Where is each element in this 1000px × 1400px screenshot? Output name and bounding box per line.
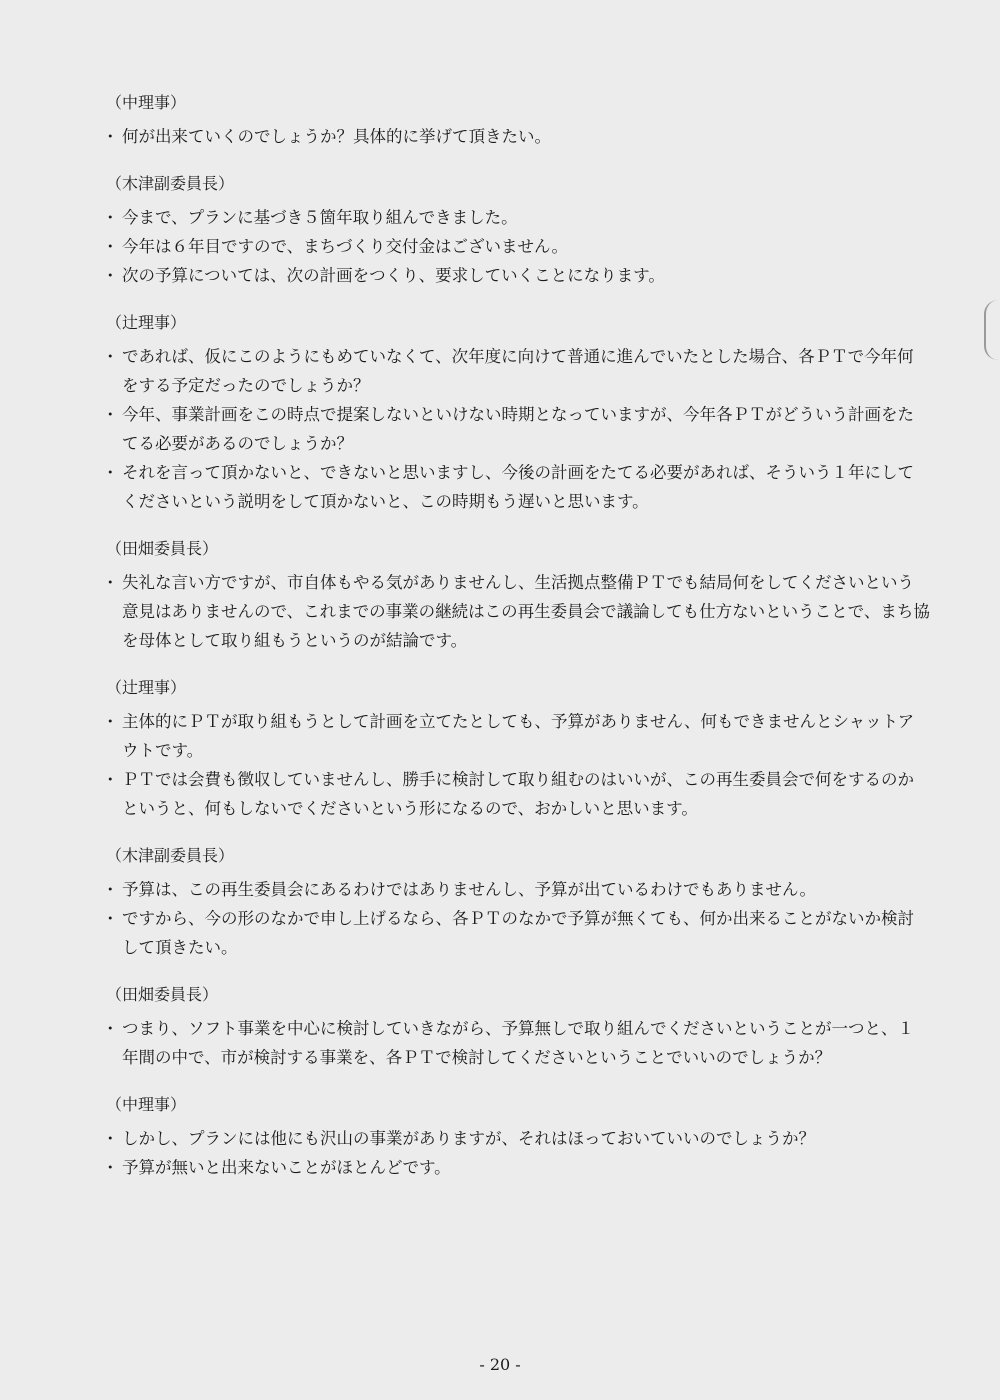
statement-text: であれば、仮にこのようにもめていなくて、次年度に向けて普通に進んでいたとした場合、各ＰＴで今年何をする予定だったのでしょうか？ [122, 347, 914, 395]
speaker-section [100, 982, 930, 1072]
statement-item [100, 261, 930, 290]
speaker-section [100, 310, 930, 516]
statement-text: 今年、事業計画をこの時点で提案しないといけない時期となっていますが、今年各ＰＴがどういう計画をたてる必要があるのでしょうか？ [122, 405, 914, 453]
page-number: - 20 - [479, 1355, 521, 1374]
speaker-section [100, 171, 930, 290]
speaker-label: （中理事） [106, 93, 187, 112]
statement-text: 失礼な言い方ですが、市自体もやる気がありませんし、生活拠点整備ＰＴでも結局何をしてくださいという意見はありませんので、これまでの事業の継続はこの再生委員会で議論しても仕方ないということで、まち協を母体として取り組もうというのが結論です。 [122, 573, 930, 650]
speaker-label: （田畑委員長） [106, 985, 219, 1004]
speaker-section [100, 1092, 930, 1182]
page-edge-mark [984, 300, 1000, 360]
statement-item [100, 232, 930, 261]
statement-item [100, 568, 930, 655]
speaker-label: （田畑委員長） [106, 539, 219, 558]
bullet-mark: ・ [102, 208, 119, 227]
statement-item [100, 342, 930, 400]
speaker-label: （辻理事） [106, 313, 187, 332]
speaker-section [100, 675, 930, 823]
statement-text: 次の予算については、次の計画をつくり、要求していくことになります。 [122, 266, 665, 285]
statement-text: 主体的にＰＴが取り組もうとして計画を立てたとしても、予算がありません、何もできませんとシャットアウトです。 [122, 712, 915, 760]
statement-text: つまり、ソフト事業を中心に検討していきながら、予算無しで取り組んでくださいということが一つと、１年間の中で、市が検討する事業を、各ＰＴで検討してくださいということでいいのでしょうか？ [122, 1019, 914, 1067]
bullet-mark: ・ [102, 1129, 119, 1148]
minutes-body [100, 90, 930, 1182]
statement-text: 予算は、この再生委員会にあるわけではありませんし、予算が出ているわけでもありません。 [122, 880, 816, 899]
statement-item [100, 765, 930, 823]
statement-text: しかし、プランには他にも沢山の事業がありますが、それはほっておいていいのでしょうか？ [122, 1129, 815, 1148]
bullet-mark: ・ [102, 266, 119, 285]
speaker-label: （木津副委員長） [106, 846, 235, 865]
statement-item [100, 1153, 930, 1182]
statement-text: 今まで、プランに基づき５箇年取り組んできました。 [122, 208, 518, 227]
speaker-section [100, 536, 930, 655]
bullet-mark: ・ [102, 463, 119, 482]
statement-text: 何が出来ていくのでしょうか？具体的に挙げて頂きたい。 [122, 127, 551, 146]
statement-item [100, 458, 930, 516]
bullet-mark: ・ [102, 347, 119, 366]
bullet-mark: ・ [102, 909, 119, 928]
statement-text: ですから、今の形のなかで申し上げるなら、各ＰＴのなかで予算が無くても、何か出来ることがないか検討して頂きたい。 [122, 909, 914, 957]
bullet-mark: ・ [102, 1158, 119, 1177]
statement-item [100, 1014, 930, 1072]
statement-text: 今年は６年目ですので、まちづくり交付金はございません。 [122, 237, 568, 256]
statement-text: ＰＴでは会費も徴収していませんし、勝手に検討して取り組むのはいいが、この再生委員会で何をするのかというと、何もしないでくださいという形になるので、おかしいと思います。 [122, 770, 914, 818]
speaker-label: （中理事） [106, 1095, 187, 1114]
statement-item [100, 904, 930, 962]
bullet-mark: ・ [102, 405, 119, 424]
statement-item [100, 707, 930, 765]
speaker-section [100, 90, 930, 151]
bullet-mark: ・ [102, 237, 119, 256]
bullet-mark: ・ [102, 1019, 119, 1038]
statement-text: それを言って頂かないと、できないと思いますし、今後の計画をたてる必要があれば、そういう１年にしてくださいという説明をして頂かないと、この時期もう遅いと思います。 [122, 463, 914, 511]
bullet-mark: ・ [102, 880, 119, 899]
statement-item [100, 1124, 930, 1153]
statement-item [100, 875, 930, 904]
bullet-mark: ・ [102, 127, 119, 146]
bullet-mark: ・ [102, 712, 119, 731]
statement-item [100, 203, 930, 232]
statement-item [100, 400, 930, 458]
statement-item [100, 122, 930, 151]
speaker-label: （辻理事） [106, 678, 187, 697]
statement-text: 予算が無いと出来ないことがほとんどです。 [122, 1158, 451, 1177]
speaker-section [100, 843, 930, 962]
speaker-label: （木津副委員長） [106, 174, 235, 193]
bullet-mark: ・ [102, 573, 119, 592]
bullet-mark: ・ [102, 770, 119, 789]
